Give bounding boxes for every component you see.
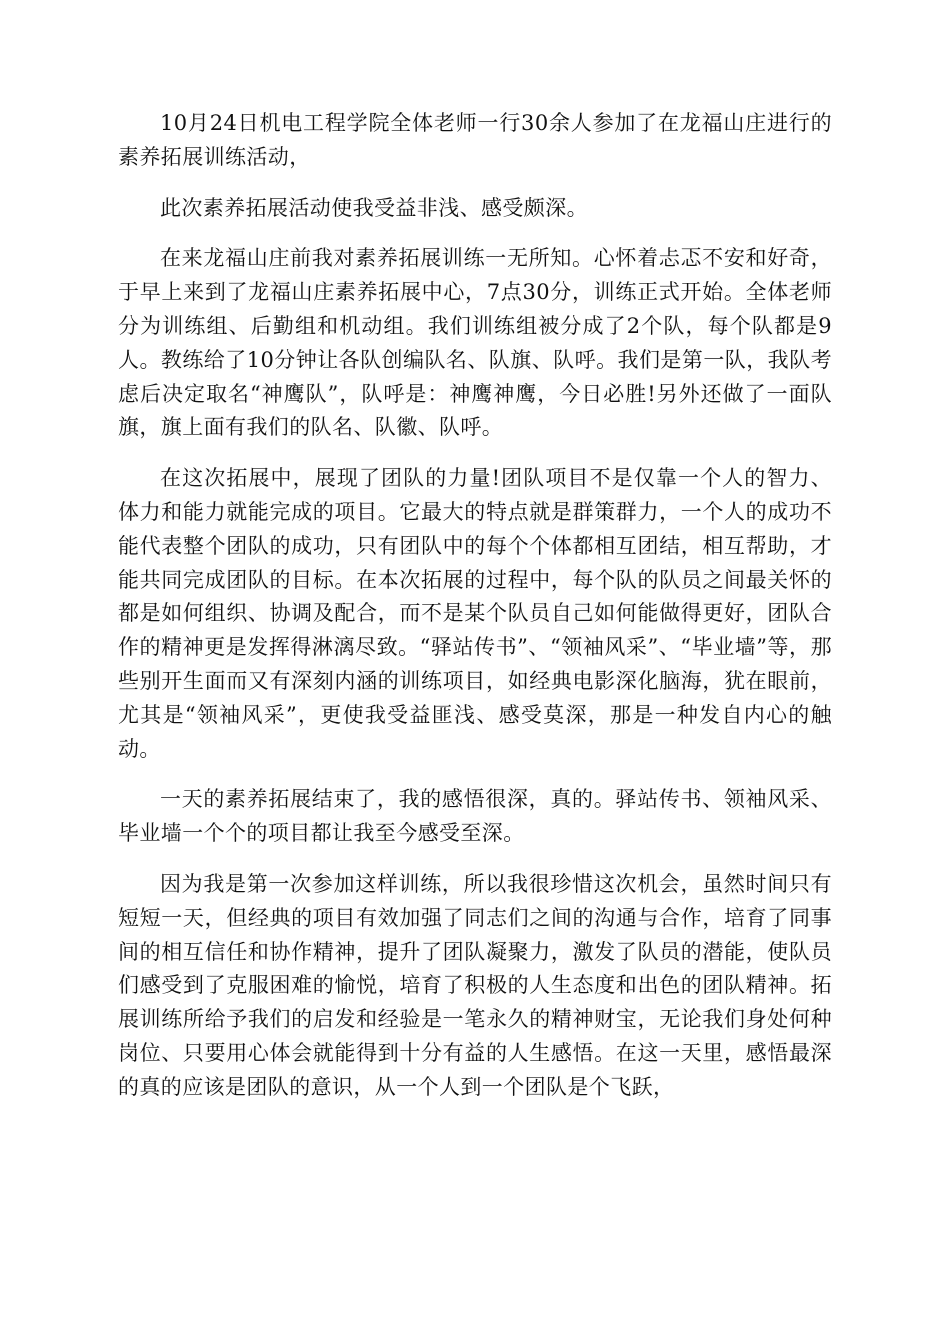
paragraph-4: 在这次拓展中，展现了团队的力量!团队项目不是仅靠一个人的智力、体力和能力就能完成的项目。它最大的特点就是群策群力，一个人的成功不能代表整个团队的成功，只有团队中的每个个体都相互团结，相互帮助，才能共同完成团队的目标。在本次拓展的过程中，每个队的队员之间最关怀的都是如何组织、协调及配合，而不是某个队员自己如何能做得更好，团队合作的精神更是发挥得淋漓尽致。“驿站传书”、“领袖风采”、“毕业墙”等，那些别开生面而又有深刻内涵的训练项目，如经典电影深化脑海，犹在眼前，尤其是“领袖风采”，更使我受益匪浅、感受莫深，那是一种发自内心的触动。 bbox=[118, 466, 832, 761]
paragraph-1: 10月24日机电工程学院全体老师一行30余人参加了在龙福山庄进行的素养拓展训练活动， bbox=[118, 111, 832, 169]
paragraph-5: 一天的素养拓展结束了，我的感悟很深，真的。驿站传书、领袖风采、毕业墙一个个的项目都让我至今感受至深。 bbox=[118, 787, 832, 846]
document-body bbox=[118, 107, 832, 1122]
paragraph-2: 此次素养拓展活动使我受益非浅、感受颇深。 bbox=[160, 195, 588, 220]
paragraph-3: 在来龙福山庄前我对素养拓展训练一无所知。心怀着忐忑不安和好奇，于早上来到了龙福山庄素养拓展中心，7点30分，训练正式开始。全体老师分为训练组、后勤组和机动组。我们训练组被分成了2个队，每个队都是9人。教练给了10分钟让各队创编队名、队旗、队呼。我们是第一队，我队考虑后决定取名“神鹰队”，队呼是：神鹰神鹰，今日必胜!另外还做了一面队旗，旗上面有我们的队名、队徽、队呼。 bbox=[118, 246, 832, 440]
paragraph-6: 因为我是第一次参加这样训练，所以我很珍惜这次机会，虽然时间只有短短一天，但经典的项目有效加强了同志们之间的沟通与合作，培育了同事间的相互信任和协作精神，提升了团队凝聚力，激发了队员的潜能，使队员们感受到了克服困难的愉悦，培育了积极的人生态度和出色的团队精神。拓展训练所给予我们的启发和经验是一笔永久的精神财宝，无论我们身处何种岗位、只要用心体会就能得到十分有益的人生感悟。在这一天里，感悟最深的真的应该是团队的意识，从一个人到一个团队是个飞跃， bbox=[118, 871, 832, 1099]
